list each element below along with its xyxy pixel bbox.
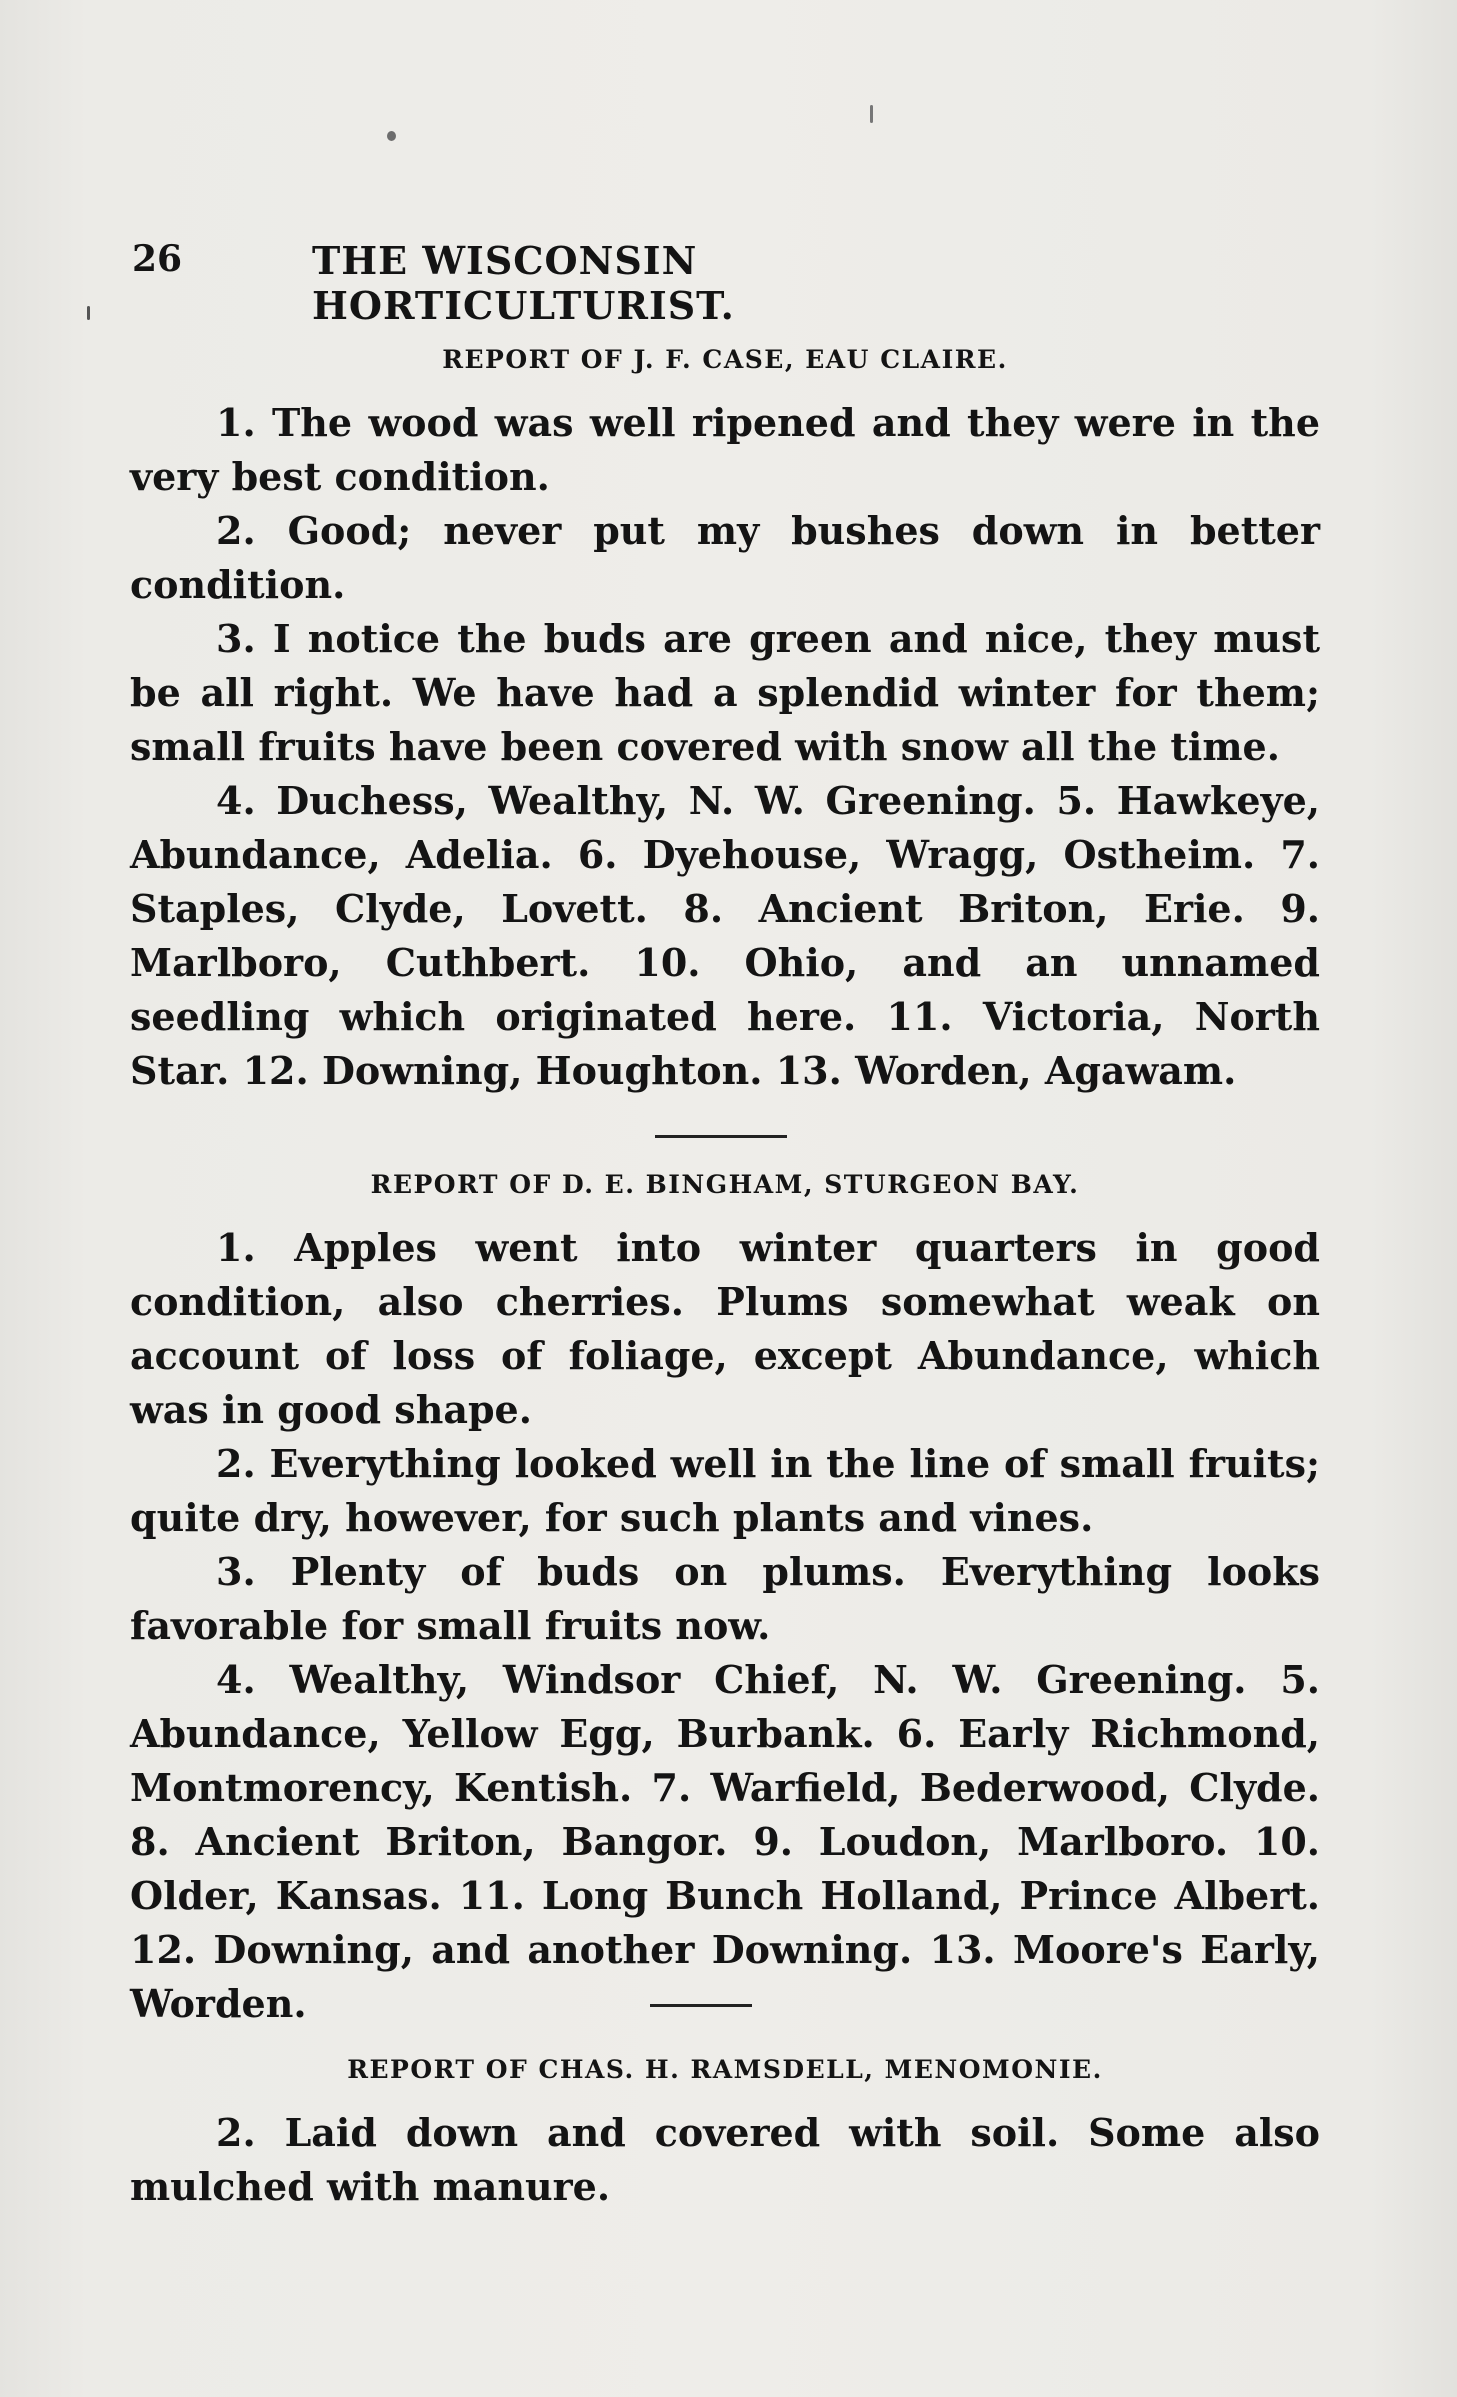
scan-speck [87, 306, 90, 320]
report-case [130, 345, 1320, 1098]
report-answer: 4. Wealthy, Windsor Chief, N. W. Greening. 5. Abundance, Yellow Egg, Burbank. 6. Early Richmond, Montmorency, Kentish. 7. Warfield, Bederwood, Clyde. 8. Ancient Briton, Bangor. 9. Loudon, Marlboro. 10. Older, Kansas. 11. Long Bunch Holland, Prince Albert. 12. Downing, and another Downing. 13. Moore's Early, Worden. [130, 1657, 1320, 2026]
report-answer: 2. Laid down and covered with soil. Some also mulched with manure. [130, 2110, 1320, 2209]
section-divider [655, 1135, 787, 1138]
report-answer: 1. The wood was well ripened and they were in the very best condition. [130, 400, 1320, 499]
report-answer: 3. Plenty of buds on plums. Everything looks favorable for small fruits now. [130, 1549, 1320, 1648]
report-answer: 2. Everything looked well in the line of small fruits; quite dry, however, for such plants and vines. [130, 1441, 1320, 1540]
report-heading: REPORT OF J. F. CASE, EAU CLAIRE. [442, 345, 1008, 374]
report-heading: REPORT OF D. E. BINGHAM, STURGEON BAY. [370, 1170, 1080, 1199]
report-ramsdell [130, 2055, 1320, 2214]
report-answer: 4. Duchess, Wealthy, N. W. Greening. 5. Hawkeye, Abundance, Adelia. 6. Dyehouse, Wragg, Ostheim. 7. Staples, Clyde, Lovett. 8. Ancient Briton, Erie. 9. Marlboro, Cuthbert. 10. Ohio, and an unnamed seedling which originated here. 11. Victoria, North Star. 12. Downing, Houghton. 13. Worden, Agawam. [130, 778, 1320, 1093]
section-divider [650, 2004, 752, 2007]
report-heading: REPORT OF CHAS. H. RAMSDELL, MENOMONIE. [347, 2055, 1103, 2084]
report-bingham [130, 1170, 1320, 2031]
running-title: THE WISCONSIN HORTICULTURIST. [312, 238, 735, 328]
scan-speck [870, 105, 873, 123]
report-answer: 2. Good; never put my bushes down in better condition. [130, 508, 1320, 607]
report-answer: 3. I notice the buds are green and nice, they must be all right. We have had a splendid winter for them; small fruits have been covered with snow all the time. [130, 616, 1320, 769]
scan-speck [387, 131, 396, 141]
page-number: 26 [132, 238, 183, 280]
page-header [132, 238, 1132, 328]
report-answer: 1. Apples went into winter quarters in good condition, also cherries. Plums somewhat weak on account of loss of foliage, except Abundance, which was in good shape. [130, 1225, 1320, 1432]
